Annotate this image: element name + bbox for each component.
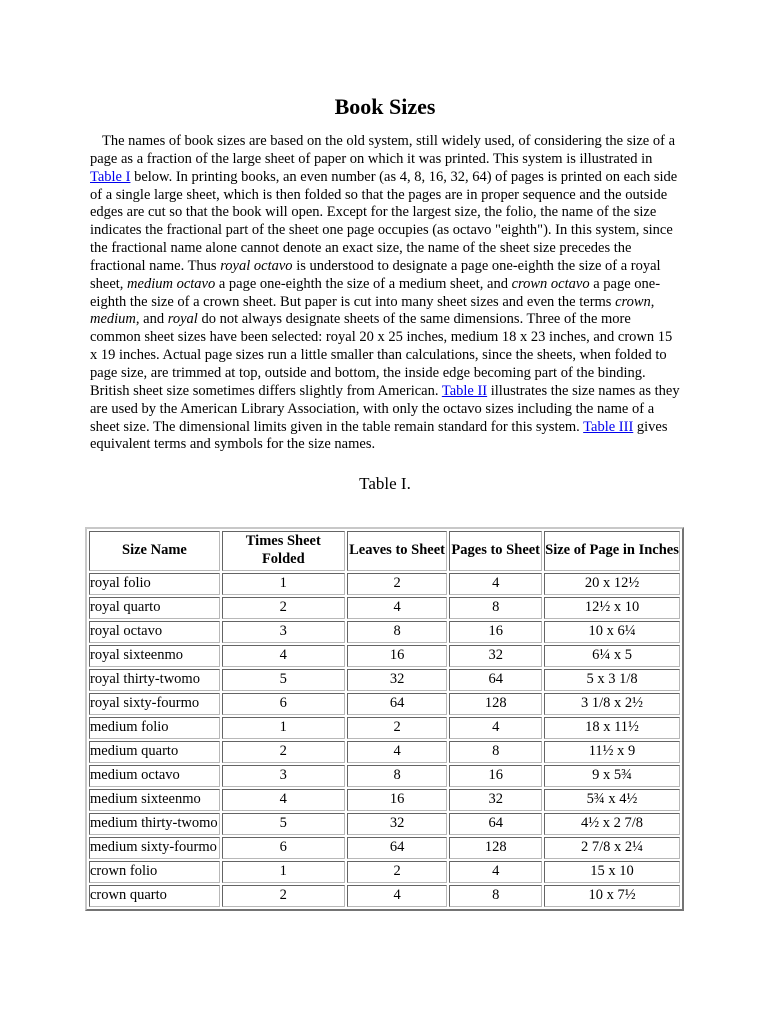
table-cell: 11½ x 9	[544, 741, 680, 763]
table-cell: 3	[222, 765, 345, 787]
size-name-cell: medium thirty-twomo	[89, 813, 220, 835]
term-crown: crown	[615, 293, 651, 310]
table-row	[89, 693, 680, 715]
table-cell: 16	[449, 765, 542, 787]
size-name-cell: medium sixty-fourmo	[89, 837, 220, 859]
table-cell: 2	[347, 717, 448, 739]
table-cell: 18 x 11½	[544, 717, 680, 739]
table-cell: 4½ x 2 7/8	[544, 813, 680, 835]
table-cell: 4	[449, 573, 542, 595]
table-cell: 10 x 6¼	[544, 621, 680, 643]
table-cell: 4	[347, 885, 448, 907]
table-ii-link[interactable]: Table II	[441, 382, 488, 399]
size-name-cell: royal sixteenmo	[89, 645, 220, 667]
table-cell: 4	[449, 717, 542, 739]
table-row	[89, 813, 680, 835]
book-sizes-table	[85, 527, 684, 911]
table-caption: Table I.	[359, 474, 411, 494]
table-row	[89, 741, 680, 763]
table-cell: 2	[347, 573, 448, 595]
intro-text: ,	[650, 293, 655, 310]
table-cell: 15 x 10	[544, 861, 680, 883]
intro-text: a page one-eighth the size of a medium sheet, and	[215, 275, 512, 292]
size-name-cell: royal sixty-fourmo	[89, 693, 220, 715]
table-cell: 8	[347, 765, 448, 787]
table-cell: 2 7/8 x 2¼	[544, 837, 680, 859]
document-body	[90, 92, 680, 495]
table-cell: 4	[347, 741, 448, 763]
term-royal: royal	[167, 311, 198, 328]
table-cell: 4	[222, 789, 345, 811]
table-cell: 5 x 3 1/8	[544, 669, 680, 691]
table-cell: 64	[347, 837, 448, 859]
table-cell: 6	[222, 837, 345, 859]
table-cell: 32	[449, 645, 542, 667]
table-cell: 9 x 5¾	[544, 765, 680, 787]
table-cell: 128	[449, 837, 542, 859]
table-row	[89, 885, 680, 907]
table-cell: 8	[449, 741, 542, 763]
column-header: Leaves to Sheet	[347, 531, 448, 571]
intro-text: is understood to designate a page one-eighth the size of a royal sheet,	[90, 257, 661, 292]
column-header: Pages to Sheet	[449, 531, 542, 571]
table-header-row	[89, 531, 680, 571]
size-name-cell: crown quarto	[89, 885, 220, 907]
size-name-cell: medium quarto	[89, 741, 220, 763]
term-royal-octavo: royal octavo	[220, 257, 293, 274]
table-cell: 8	[347, 621, 448, 643]
page-title: Book Sizes	[334, 94, 436, 119]
table-row	[89, 861, 680, 883]
table-row	[89, 837, 680, 859]
term-medium: medium	[90, 311, 136, 328]
table-cell: 4	[347, 597, 448, 619]
table-cell: 2	[222, 597, 345, 619]
size-name-cell: medium sixteenmo	[89, 789, 220, 811]
table-row	[89, 669, 680, 691]
table-row	[89, 597, 680, 619]
table-cell: 1	[222, 717, 345, 739]
intro-text: , and	[135, 311, 168, 328]
column-header: Times Sheet Folded	[222, 531, 345, 571]
table-cell: 10 x 7½	[544, 885, 680, 907]
table-iii-link[interactable]: Table III	[583, 418, 634, 435]
table-cell: 16	[347, 645, 448, 667]
table-cell: 64	[347, 693, 448, 715]
intro-text: do not always designate sheets of the same dimensions. Three of the more common sheet sizes have been selected: royal 20 x 25 inches, medium 18 x 23 inches, and crown 15 x 19 inches. Actual page sizes run a little smaller than calculations, since the sheets, when folded to page size, are trimmed at top, outside and bottom, the inside edge becoming part of the binding. British sheet size sometimes differs slightly from American.	[90, 311, 673, 399]
intro-text: a page one-eighth the size of a crown sheet. But paper is cut into many sheet sizes and even the terms	[90, 275, 661, 310]
table-cell: 5	[222, 669, 345, 691]
term-crown-octavo: crown octavo	[511, 275, 590, 292]
intro-text: below. In printing books, an even number (as 4, 8, 16, 32, 64) of pages is printed on each side of a single large sheet, which is then folded so that the pages are in proper sequence and the outside edges are cut so that the book will open. Except for the largest size, the folio, the name of the size indicates the fractional part of the sheet one page occupies (as octavo "eighth"). In this system, since the fractional name alone cannot denote an exact size, the name of the sheet size precedes the fractional name. Thus	[90, 168, 678, 274]
table-cell: 32	[449, 789, 542, 811]
table-body	[89, 573, 680, 907]
table-cell: 32	[347, 813, 448, 835]
intro-text: The names of book sizes are based on the old system, still widely used, of considering the size of a page as a fraction of the large sheet of paper on which it was printed. This system is illustrated in	[90, 133, 676, 167]
table-cell: 5	[222, 813, 345, 835]
table-row	[89, 789, 680, 811]
table-row	[89, 573, 680, 595]
table-cell: 3 1/8 x 2½	[544, 693, 680, 715]
table-row	[89, 765, 680, 787]
table-container	[85, 527, 684, 911]
table-cell: 64	[449, 813, 542, 835]
table-cell: 2	[347, 861, 448, 883]
column-header: Size Name	[89, 531, 220, 571]
table-row	[89, 717, 680, 739]
size-name-cell: crown folio	[89, 861, 220, 883]
intro-text: gives equivalent terms and symbols for the size names.	[90, 418, 668, 453]
table-cell: 16	[347, 789, 448, 811]
table-cell: 2	[222, 885, 345, 907]
size-name-cell: medium folio	[89, 717, 220, 739]
table-cell: 4	[449, 861, 542, 883]
table-cell: 32	[347, 669, 448, 691]
table-row	[89, 621, 680, 643]
table-cell: 128	[449, 693, 542, 715]
size-name-cell: royal folio	[89, 573, 220, 595]
table-cell: 1	[222, 573, 345, 595]
size-name-cell: royal octavo	[89, 621, 220, 643]
table-row	[89, 645, 680, 667]
table-cell: 6	[222, 693, 345, 715]
size-name-cell: royal quarto	[89, 597, 220, 619]
table-cell: 4	[222, 645, 345, 667]
table-cell: 12½ x 10	[544, 597, 680, 619]
table-cell: 1	[222, 861, 345, 883]
size-name-cell: royal thirty-twomo	[89, 669, 220, 691]
intro-text: illustrates the size names as they are used by the American Library Association, with only the octavo sizes including the name of a sheet size. The dimensional limits given in the table remain standard for this system.	[90, 382, 680, 435]
table-cell: 64	[449, 669, 542, 691]
table-cell: 3	[222, 621, 345, 643]
table-cell: 2	[222, 741, 345, 763]
size-name-cell: medium octavo	[89, 765, 220, 787]
table-cell: 8	[449, 597, 542, 619]
term-medium-octavo: medium octavo	[127, 275, 216, 292]
table-cell: 16	[449, 621, 542, 643]
intro-paragraph	[90, 133, 680, 454]
table-cell: 20 x 12½	[544, 573, 680, 595]
table-cell: 5¾ x 4½	[544, 789, 680, 811]
column-header: Size of Page in Inches	[544, 531, 680, 571]
table-cell: 6¼ x 5	[544, 645, 680, 667]
table-cell: 8	[449, 885, 542, 907]
table-i-link[interactable]: Table I	[90, 168, 131, 185]
